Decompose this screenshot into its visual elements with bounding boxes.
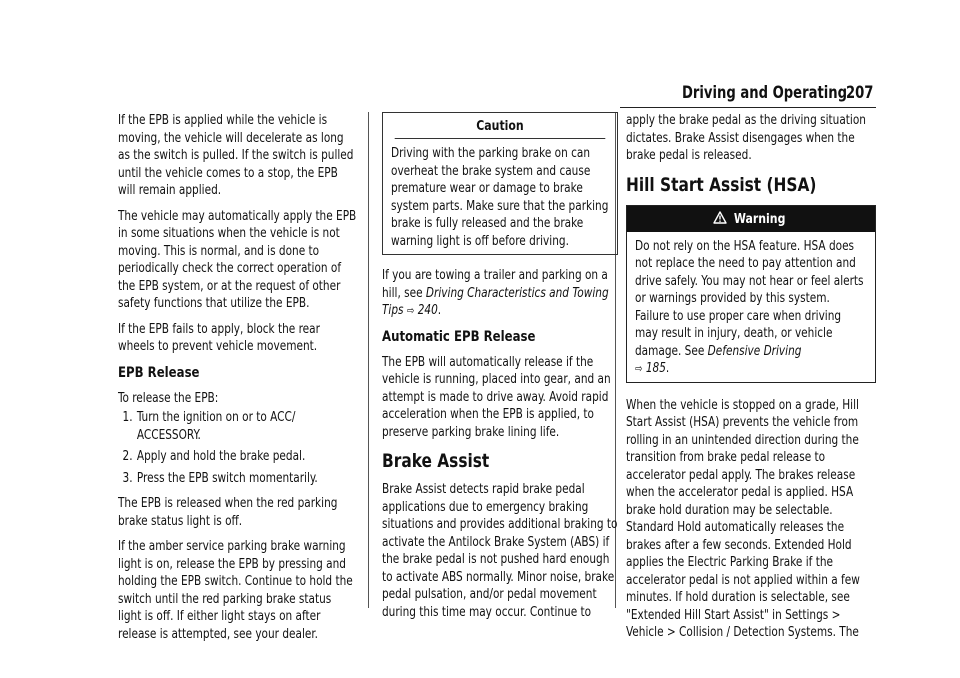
header-rule	[620, 107, 876, 108]
section-title: Driving and Operating	[682, 83, 848, 103]
warning-box	[626, 205, 876, 383]
cross-reference-link[interactable]: Driving Characteristics and Towing Tips	[382, 285, 609, 318]
column-1	[118, 112, 358, 651]
paragraph: The EPB is released when the red parking brake status light is off.	[118, 496, 338, 529]
heading-brake-assist: Brake Assist	[382, 450, 490, 472]
heading-hill-start-assist: Hill Start Assist (HSA)	[626, 173, 817, 196]
page-ref-icon: ⇨	[406, 304, 415, 317]
heading-automatic-epb-release: Automatic EPB Release	[382, 328, 536, 345]
paragraph: To release the EPB:	[118, 390, 219, 406]
release-steps	[118, 409, 358, 487]
warning-title: Warning	[734, 210, 786, 227]
page-number: 207	[846, 83, 874, 103]
paragraph: If you are towing a trailer and parking on a hill, see Driving Characteristics and Towing Tips ⇨ 240.	[382, 268, 609, 318]
paragraph: If the EPB fails to apply, block the rear wheels to prevent vehicle movement.	[118, 321, 320, 354]
paragraph: apply the brake pedal as the driving situation dictates. Brake Assist disengages when the brake pedal is released.	[626, 113, 866, 163]
list-item: 1. Turn the ignition on or to ACC/ ACCESSORY.	[122, 410, 296, 443]
paragraph: The EPB will automatically release if the vehicle is running, placed into gear, and an attempt is made to drive away. Avoid rapid acceleration when the EPB is applied, to preserve parking brake lining life.	[382, 354, 611, 440]
column-divider	[368, 112, 369, 608]
column-2	[382, 112, 618, 629]
column-3	[626, 112, 876, 650]
cross-reference-link[interactable]: Defensive Driving	[707, 343, 802, 359]
caution-box	[382, 112, 618, 255]
paragraph: Brake Assist detects rapid brake pedal applications due to emergency braking situations and provides additional braking to activate the Antilock Brake System (ABS) if the brake pedal is not pushed hard enough to activate ABS normally. Minor noise, brake pedal pulsation, and/or pedal movement during this time may occur. Continue to	[382, 482, 618, 620]
page-ref[interactable]: 185	[645, 361, 666, 376]
heading-epb-release: EPB Release	[118, 364, 200, 381]
list-item: 2. Apply and hold the brake pedal.	[122, 449, 306, 464]
list-item: 3. Press the EPB switch momentarily.	[122, 470, 318, 486]
caution-title: Caution	[395, 113, 606, 139]
page-ref[interactable]: 240	[417, 303, 438, 318]
page-ref-icon: ⇨	[635, 362, 643, 375]
caution-text: Driving with the parking brake on can overheat the brake system and cause premature wear or damage to brake system parts. Make sure that the parking brake is fully released and the brake warning light is off before driving.	[391, 146, 609, 249]
warning-text: Do not rely on the HSA feature. HSA does not replace the need to pay attention and drive safely. You may not hear or feel alerts or warnings provided by this system. Failure to use proper care when driving may result in injury, death, or vehicle damage. See Defensive Driving ⇨ 185.	[635, 238, 864, 376]
page-header	[0, 83, 960, 107]
paragraph: The vehicle may automatically apply the EPB in some situations when the vehicle is not moving. This is normal, and is done to periodically check the correct operation of the EPB system, or at the request of other safety functions that utilize the EPB.	[118, 208, 357, 311]
warning-icon	[713, 211, 727, 225]
paragraph: If the EPB is applied while the vehicle is moving, the vehicle will decelerate as long as the switch is pulled. If the switch is pulled until the vehicle comes to a stop, the EPB will remain applied.	[118, 113, 354, 198]
paragraph: When the vehicle is stopped on a grade, Hill Start Assist (HSA) prevents the vehicle from rolling in an unintended direction during the transition from brake pedal release to accelerator pedal apply. The brakes release when the accelerator pedal is applied. HSA brake hold duration may be selectable. Standard Hold automatically releases the brakes after a few seconds. Extended Hold applies the Electric Parking Brake if the accelerator pedal is not applied within a few minutes. If hold duration is selectable, see "Extended Hill Start Assist" in Settings > Vehicle > Collision / Detection Systems. The	[626, 397, 860, 640]
warning-title-bar	[627, 206, 875, 232]
paragraph: If the amber service parking brake warning light is on, release the EPB by pressing and holding the EPB switch. Continue to hold the switch until the red parking brake status light is off. If either light stays on after release is attempted, see your dealer.	[118, 539, 353, 642]
